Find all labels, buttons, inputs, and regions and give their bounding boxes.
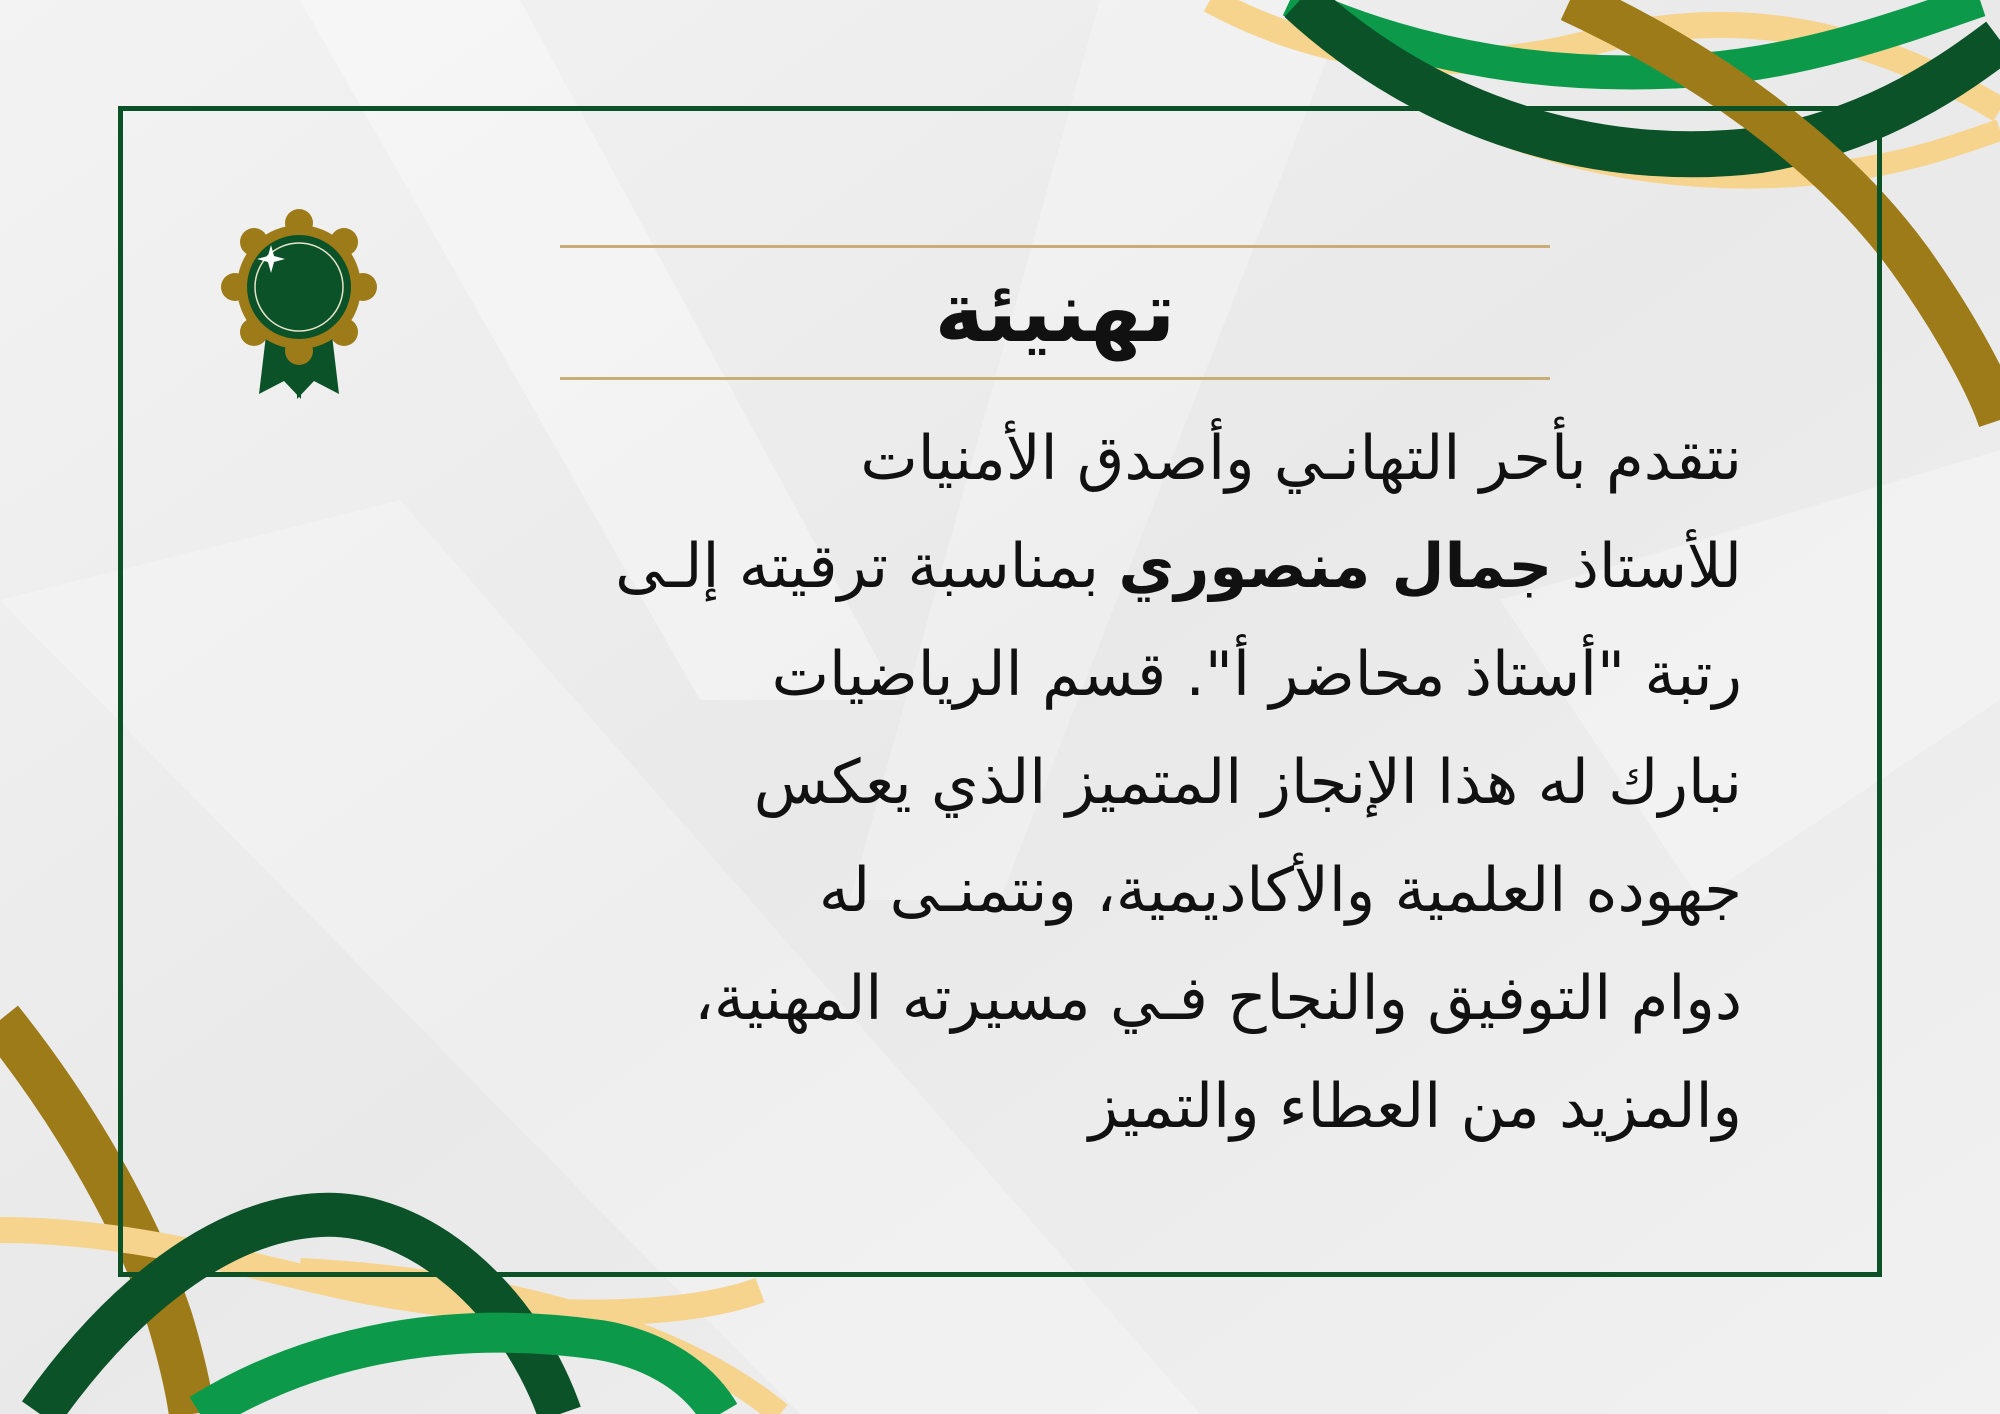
message-line: والمزيد من العطاء والتميز	[1088, 1071, 1742, 1142]
message-line: رتبة "أستاذ محاضر أ". قسم الرياضيات	[771, 639, 1742, 710]
title-rule-top	[560, 245, 1550, 248]
congratulation-message	[340, 405, 1742, 1161]
honoree-name: جمال منصوري	[1118, 531, 1553, 602]
message-line: دوام التوفيق والنجاح فـي مسيرته المهنية،	[694, 963, 1742, 1034]
message-line	[340, 513, 1742, 621]
message-text: بمناسبة ترقيته إلـى	[615, 531, 1099, 602]
message-line: نتقدم بأحر التهانـي وأصدق الأمنيات	[860, 423, 1742, 494]
certificate-title: تهنيئة	[934, 263, 1176, 361]
message-line: نبارك له هذا الإنجاز المتميز الذي يعكس	[753, 747, 1742, 818]
title-rule-bottom	[560, 377, 1550, 380]
award-rosette-icon	[219, 209, 379, 405]
message-line: جهوده العلمية والأكاديمية، ونتمنـى له	[818, 855, 1742, 926]
message-text: للأستاذ	[1571, 531, 1742, 602]
